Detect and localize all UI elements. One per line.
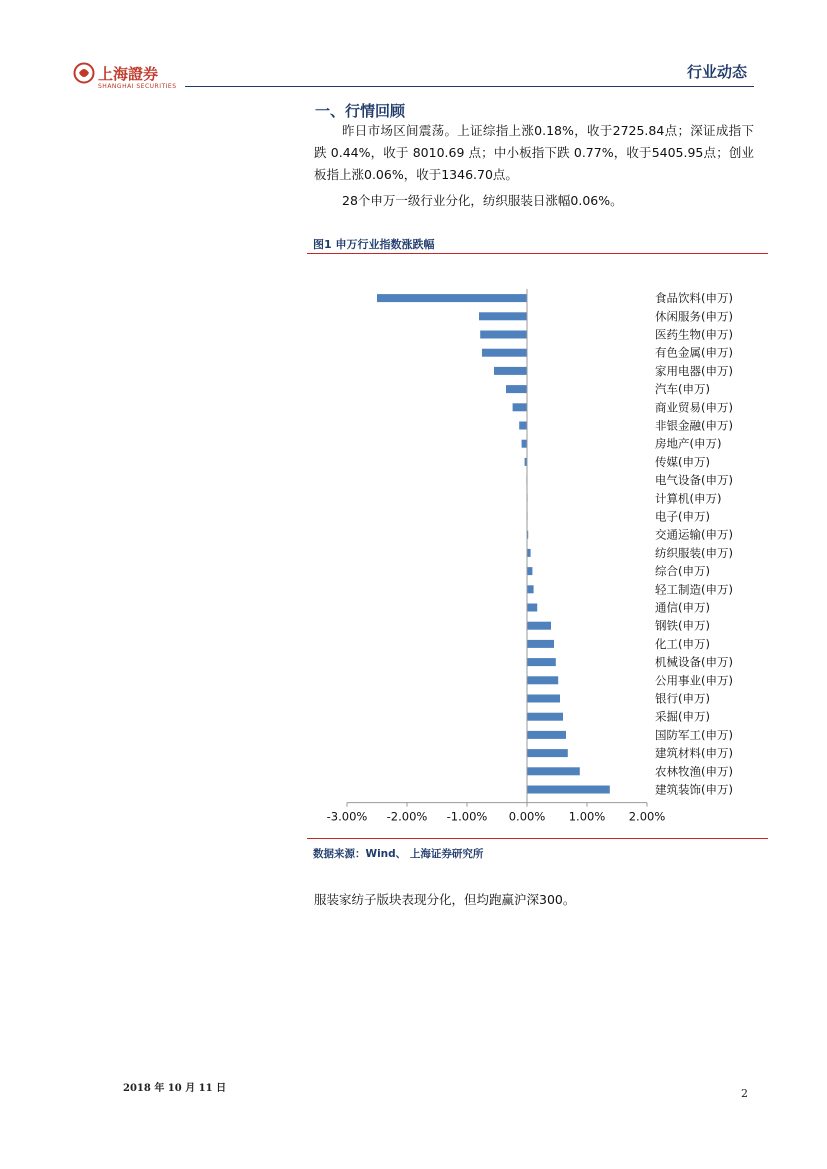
bar-6 — [506, 385, 527, 393]
category-label: 采掘(申万) — [655, 709, 710, 724]
x-tick-label: 0.00% — [508, 809, 546, 824]
paragraph-market-review: 昨日市场区间震荡。上证综指上涨0.18%，收于2725.84点；深证成指下跌 0.44%，收于 8010.69 点；中小板指下跌 0.77%，收于5405.95点；创业板指上涨0.06%，收于1346.70点。 — [314, 123, 754, 182]
category-label: 医药生物(申万) — [655, 327, 733, 342]
paragraph-apparel: 服装家纺子版块表现分化，但均跑赢沪深300。 — [314, 892, 576, 907]
industry-change-chart — [305, 275, 765, 825]
category-label: 建筑材料(申万) — [655, 746, 733, 761]
bar-7 — [513, 403, 527, 411]
bar-15 — [527, 549, 531, 557]
bar-9 — [522, 440, 527, 448]
bar-5 — [494, 367, 527, 375]
category-label: 房地产(申万) — [655, 436, 722, 451]
category-label: 家用电器(申万) — [655, 363, 733, 378]
bar-25 — [527, 731, 566, 739]
category-label: 银行(申万) — [655, 691, 710, 706]
x-tick-label: -3.00% — [326, 809, 368, 824]
bar-1 — [377, 294, 527, 302]
page-number: 2 — [741, 1087, 748, 1100]
figure-title: 图1 申万行业指数涨跌幅 — [313, 238, 435, 251]
brand-subtitle: SHANGHAI SECURITIES — [98, 83, 177, 90]
bar-3 — [480, 331, 527, 339]
bar-2 — [479, 312, 527, 320]
category-label: 通信(申万) — [655, 600, 710, 615]
footer-date: 2018 年 10 月 11 日 — [123, 1083, 227, 1094]
bar-8 — [519, 422, 527, 430]
category-label: 电子(申万) — [655, 509, 710, 524]
bar-24 — [527, 713, 563, 721]
x-tick-label: -1.00% — [446, 809, 488, 824]
bar-4 — [482, 349, 527, 357]
category-label: 食品饮料(申万) — [655, 291, 733, 306]
category-label: 商业贸易(申万) — [655, 400, 733, 415]
paragraph-industry: 28个申万一级行业分化，纺织服装日涨幅0.06%。 — [342, 193, 623, 208]
bar-21 — [527, 658, 556, 666]
category-label: 机械设备(申万) — [655, 655, 733, 670]
category-label: 汽车(申万) — [655, 382, 710, 397]
category-label: 农林牧渔(申万) — [655, 764, 733, 779]
category-label: 电气设备(申万) — [655, 473, 733, 488]
section-title: 一、行情回顾 — [315, 102, 406, 120]
bar-17 — [527, 585, 534, 593]
bar-22 — [527, 676, 558, 684]
category-label: 化工(申万) — [655, 636, 710, 651]
category-label: 国防军工(申万) — [655, 727, 733, 742]
x-tick-label: 1.00% — [568, 809, 606, 824]
bar-18 — [527, 604, 537, 612]
bar-23 — [527, 695, 560, 703]
category-label: 传媒(申万) — [655, 454, 710, 469]
category-label: 综合(申万) — [655, 564, 710, 579]
category-label: 计算机(申万) — [655, 491, 722, 506]
bar-26 — [527, 749, 568, 757]
category-label: 建筑装饰(申万) — [655, 782, 733, 797]
x-tick-label: -2.00% — [386, 809, 428, 824]
figure-rule-bottom — [307, 838, 768, 839]
category-label: 轻工制造(申万) — [655, 582, 733, 597]
figure-rule-top — [307, 253, 768, 254]
category-label: 纺织服装(申万) — [655, 545, 733, 560]
bar-20 — [527, 640, 554, 648]
svg-text:上海證券: 上海證券 — [98, 65, 159, 83]
category-label: 非银金融(申万) — [655, 418, 733, 433]
category-label: 休闲服务(申万) — [655, 309, 733, 324]
bar-27 — [527, 767, 580, 775]
category-label: 有色金属(申万) — [655, 345, 733, 360]
bar-16 — [527, 567, 532, 575]
category-label: 钢铁(申万) — [655, 618, 710, 633]
bar-28 — [527, 786, 610, 794]
x-tick-label: 2.00% — [628, 809, 666, 824]
figure-source: 数据来源：Wind、 上海证券研究所 — [313, 848, 484, 860]
bar-19 — [527, 622, 551, 630]
category-label: 交通运输(申万) — [655, 527, 733, 542]
document-type: 行业动态 — [686, 63, 747, 81]
category-label: 公用事业(申万) — [655, 673, 733, 688]
header-rule — [185, 86, 754, 87]
